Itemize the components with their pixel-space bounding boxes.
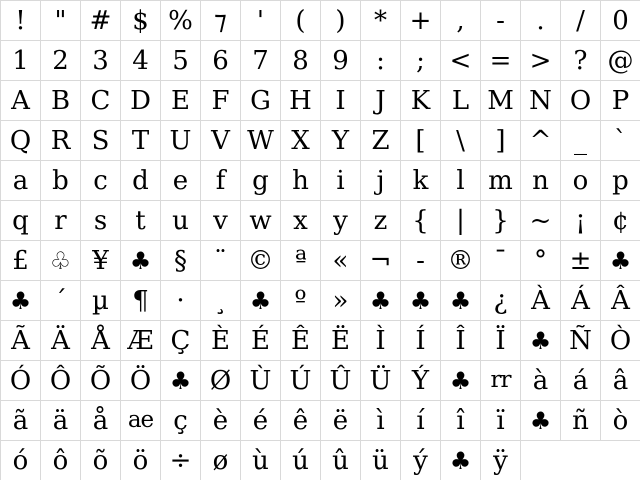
empty-cell <box>521 441 561 480</box>
glyph-cell[interactable]: J <box>361 81 401 121</box>
glyph-cell[interactable]: ´ <box>41 281 81 321</box>
glyph-cell[interactable]: ö <box>121 441 161 480</box>
glyph-cell[interactable]: · <box>161 281 201 321</box>
glyph-cell[interactable]: â <box>601 361 640 401</box>
glyph-cell[interactable]: ♣ <box>521 321 561 361</box>
glyph-cell[interactable]: ¥ <box>81 241 121 281</box>
glyph-cell[interactable]: m <box>481 161 521 201</box>
glyph-cell[interactable]: 8 <box>281 41 321 81</box>
glyph-cell[interactable]: 1 <box>1 41 41 81</box>
glyph-cell[interactable]: ÿ <box>481 441 521 480</box>
glyph-cell[interactable]: ¢ <box>601 201 640 241</box>
glyph-cell[interactable]: ♣ <box>441 361 481 401</box>
glyph-cell[interactable]: , <box>441 1 481 41</box>
glyph-cell[interactable]: º <box>281 281 321 321</box>
glyph-cell[interactable]: d <box>121 161 161 201</box>
glyph-cell[interactable]: 7 <box>241 41 281 81</box>
glyph-cell[interactable]: Å <box>81 321 121 361</box>
glyph-cell[interactable]: 5 <box>161 41 201 81</box>
glyph-cell[interactable]: f <box>201 161 241 201</box>
glyph-cell[interactable]: _ <box>561 121 601 161</box>
glyph-cell[interactable]: ë <box>321 401 361 441</box>
glyph-cell[interactable]: ( <box>281 1 321 41</box>
glyph-cell[interactable]: B <box>41 81 81 121</box>
empty-cell <box>601 441 640 480</box>
glyph-cell[interactable]: b <box>41 161 81 201</box>
glyph-cell[interactable]: M <box>481 81 521 121</box>
glyph-cell[interactable]: s <box>81 201 121 241</box>
glyph-cell[interactable]: ê <box>281 401 321 441</box>
glyph-cell[interactable]: ° <box>521 241 561 281</box>
glyph-cell[interactable]: á <box>561 361 601 401</box>
glyph-cell[interactable]: ü <box>361 441 401 480</box>
glyph-cell[interactable]: ¡ <box>561 201 601 241</box>
glyph-cell[interactable]: Â <box>601 281 640 321</box>
glyph-cell[interactable]: Î <box>441 321 481 361</box>
glyph-cell[interactable]: } <box>481 201 521 241</box>
glyph-cell[interactable]: Ë <box>321 321 361 361</box>
glyph-cell[interactable]: ñ <box>561 401 601 441</box>
glyph-cell[interactable]: è <box>201 401 241 441</box>
glyph-cell[interactable]: y <box>321 201 361 241</box>
glyph-cell[interactable]: Ä <box>41 321 81 361</box>
glyph-cell[interactable]: ♣ <box>441 281 481 321</box>
glyph-cell[interactable]: ± <box>561 241 601 281</box>
glyph-cell[interactable]: / <box>561 1 601 41</box>
glyph-cell[interactable]: « <box>321 241 361 281</box>
glyph-cell[interactable]: Õ <box>81 361 121 401</box>
glyph-cell[interactable]: £ <box>1 241 41 281</box>
glyph-cell[interactable]: Ô <box>41 361 81 401</box>
glyph-cell[interactable]: ï <box>481 401 521 441</box>
glyph-cell[interactable]: Q <box>1 121 41 161</box>
glyph-cell[interactable]: Ã <box>1 321 41 361</box>
glyph-cell[interactable]: n <box>521 161 561 201</box>
glyph-cell[interactable]: 2 <box>41 41 81 81</box>
glyph-cell[interactable]: r <box>41 201 81 241</box>
glyph-cell[interactable]: K <box>401 81 441 121</box>
glyph-cell[interactable]: " <box>41 1 81 41</box>
glyph-cell[interactable]: E <box>161 81 201 121</box>
glyph-cell[interactable]: ♣ <box>241 281 281 321</box>
glyph-cell[interactable]: # <box>81 1 121 41</box>
glyph-cell[interactable]: $ <box>121 1 161 41</box>
glyph-cell[interactable]: ò <box>601 401 640 441</box>
glyph-cell[interactable]: Ñ <box>561 321 601 361</box>
glyph-cell[interactable]: Ó <box>1 361 41 401</box>
glyph-cell[interactable]: É <box>241 321 281 361</box>
glyph-cell[interactable]: D <box>121 81 161 121</box>
glyph-cell[interactable]: Ü <box>361 361 401 401</box>
glyph-cell[interactable]: ® <box>441 241 481 281</box>
glyph-cell[interactable]: ae <box>121 401 161 441</box>
empty-cell <box>561 441 601 480</box>
glyph-cell[interactable]: µ <box>81 281 121 321</box>
glyph-cell[interactable]: ý <box>401 441 441 480</box>
glyph-cell[interactable]: ♣ <box>121 241 161 281</box>
glyph-cell[interactable]: A <box>1 81 41 121</box>
glyph-cell[interactable]: ô <box>41 441 81 480</box>
glyph-cell[interactable]: õ <box>81 441 121 480</box>
glyph-cell[interactable]: i <box>321 161 361 201</box>
glyph-cell[interactable]: ` <box>601 121 640 161</box>
glyph-cell[interactable]: W <box>241 121 281 161</box>
glyph-cell[interactable]: ♧ <box>41 241 81 281</box>
glyph-cell[interactable]: Ò <box>601 321 640 361</box>
glyph-cell[interactable]: à <box>521 361 561 401</box>
glyph-cell[interactable]: % <box>161 1 201 41</box>
glyph-cell[interactable]: ª <box>281 241 321 281</box>
glyph-cell[interactable]: 9 <box>321 41 361 81</box>
glyph-cell[interactable]: Ç <box>161 321 201 361</box>
glyph-cell[interactable]: Z <box>361 121 401 161</box>
glyph-cell[interactable]: ♣ <box>521 401 561 441</box>
glyph-cell[interactable]: ) <box>321 1 361 41</box>
glyph-cell[interactable]: G <box>241 81 281 121</box>
glyph-cell[interactable]: h <box>281 161 321 201</box>
glyph-cell[interactable]: U <box>161 121 201 161</box>
glyph-cell[interactable]: Ú <box>281 361 321 401</box>
glyph-cell[interactable]: w <box>241 201 281 241</box>
glyph-cell[interactable]: ¿ <box>481 281 521 321</box>
glyph-cell[interactable]: j <box>361 161 401 201</box>
glyph-cell[interactable]: X <box>281 121 321 161</box>
glyph-cell[interactable]: ⁊ <box>201 1 241 41</box>
glyph-cell[interactable]: Ì <box>361 321 401 361</box>
glyph-cell[interactable]: ø <box>201 441 241 480</box>
glyph-cell[interactable]: ♣ <box>361 281 401 321</box>
glyph-cell[interactable]: ù <box>241 441 281 480</box>
glyph-cell[interactable]: Ù <box>241 361 281 401</box>
glyph-cell[interactable]: ' <box>241 1 281 41</box>
glyph-cell[interactable]: ¸ <box>201 281 241 321</box>
glyph-cell[interactable]: û <box>321 441 361 480</box>
glyph-cell[interactable]: - <box>481 1 521 41</box>
glyph-cell[interactable]: v <box>201 201 241 241</box>
glyph-cell[interactable]: ; <box>401 41 441 81</box>
glyph-cell[interactable]: î <box>441 401 481 441</box>
glyph-cell[interactable]: ÷ <box>161 441 201 480</box>
glyph-cell[interactable]: ¯ <box>481 241 521 281</box>
glyph-cell[interactable]: - <box>401 241 441 281</box>
glyph-cell[interactable]: ó <box>1 441 41 480</box>
glyph-cell[interactable]: u <box>161 201 201 241</box>
glyph-cell[interactable]: ♣ <box>1 281 41 321</box>
glyph-cell[interactable]: t <box>121 201 161 241</box>
glyph-cell[interactable]: H <box>281 81 321 121</box>
glyph-cell[interactable]: R <box>41 121 81 161</box>
glyph-cell[interactable]: é <box>241 401 281 441</box>
glyph-cell[interactable]: rr <box>481 361 521 401</box>
glyph-cell[interactable]: Æ <box>121 321 161 361</box>
glyph-cell[interactable]: Ý <box>401 361 441 401</box>
glyph-cell[interactable]: o <box>561 161 601 201</box>
glyph-cell[interactable]: a <box>1 161 41 201</box>
glyph-cell[interactable]: 4 <box>121 41 161 81</box>
glyph-cell[interactable]: p <box>601 161 640 201</box>
glyph-cell[interactable]: : <box>361 41 401 81</box>
glyph-cell[interactable]: ¨ <box>201 241 241 281</box>
glyph-cell[interactable]: I <box>321 81 361 121</box>
glyph-cell[interactable]: ì <box>361 401 401 441</box>
glyph-cell[interactable]: ♣ <box>401 281 441 321</box>
glyph-cell[interactable]: T <box>121 121 161 161</box>
glyph-cell[interactable]: ^ <box>521 121 561 161</box>
glyph-cell[interactable]: k <box>401 161 441 201</box>
glyph-cell[interactable]: ♣ <box>441 441 481 480</box>
glyph-cell[interactable]: < <box>441 41 481 81</box>
glyph-cell[interactable]: O <box>561 81 601 121</box>
glyph-cell[interactable]: c <box>81 161 121 201</box>
glyph-cell[interactable]: å <box>81 401 121 441</box>
glyph-cell[interactable]: Ï <box>481 321 521 361</box>
glyph-cell[interactable]: Á <box>561 281 601 321</box>
glyph-cell[interactable]: Ö <box>121 361 161 401</box>
glyph-cell[interactable]: À <box>521 281 561 321</box>
glyph-cell[interactable]: ? <box>561 41 601 81</box>
glyph-cell[interactable]: ~ <box>521 201 561 241</box>
glyph-cell[interactable]: l <box>441 161 481 201</box>
glyph-cell[interactable]: ¶ <box>121 281 161 321</box>
glyph-cell[interactable]: Û <box>321 361 361 401</box>
glyph-cell[interactable]: \ <box>441 121 481 161</box>
glyph-cell[interactable]: { <box>401 201 441 241</box>
glyph-cell[interactable]: § <box>161 241 201 281</box>
glyph-cell[interactable]: g <box>241 161 281 201</box>
glyph-cell[interactable]: ú <box>281 441 321 480</box>
glyph-cell[interactable]: í <box>401 401 441 441</box>
glyph-cell[interactable]: z <box>361 201 401 241</box>
glyph-cell[interactable]: q <box>1 201 41 241</box>
glyph-cell[interactable]: ] <box>481 121 521 161</box>
glyph-cell[interactable]: S <box>81 121 121 161</box>
glyph-cell[interactable]: C <box>81 81 121 121</box>
glyph-cell[interactable]: = <box>481 41 521 81</box>
glyph-cell[interactable]: + <box>401 1 441 41</box>
glyph-cell[interactable]: | <box>441 201 481 241</box>
glyph-cell[interactable]: 3 <box>81 41 121 81</box>
glyph-cell[interactable]: ¬ <box>361 241 401 281</box>
glyph-cell[interactable]: e <box>161 161 201 201</box>
glyph-cell[interactable]: x <box>281 201 321 241</box>
glyph-cell[interactable]: P <box>601 81 640 121</box>
glyph-cell[interactable]: © <box>241 241 281 281</box>
glyph-cell[interactable]: Ø <box>201 361 241 401</box>
glyph-cell[interactable]: Ê <box>281 321 321 361</box>
glyph-cell[interactable]: ã <box>1 401 41 441</box>
glyph-cell[interactable]: Y <box>321 121 361 161</box>
glyph-cell[interactable]: È <box>201 321 241 361</box>
glyph-cell[interactable]: * <box>361 1 401 41</box>
glyph-cell[interactable]: > <box>521 41 561 81</box>
glyph-cell[interactable]: ! <box>1 1 41 41</box>
glyph-cell[interactable]: L <box>441 81 481 121</box>
glyph-cell[interactable]: » <box>321 281 361 321</box>
glyph-cell[interactable]: 0 <box>601 1 640 41</box>
glyph-cell[interactable]: . <box>521 1 561 41</box>
glyph-cell[interactable]: N <box>521 81 561 121</box>
glyph-cell[interactable]: F <box>201 81 241 121</box>
glyph-cell[interactable]: ç <box>161 401 201 441</box>
glyph-cell[interactable]: 6 <box>201 41 241 81</box>
glyph-cell[interactable]: ♣ <box>601 241 640 281</box>
glyph-cell[interactable]: @ <box>601 41 640 81</box>
glyph-cell[interactable]: ä <box>41 401 81 441</box>
glyph-cell[interactable]: ♣ <box>161 361 201 401</box>
glyph-cell[interactable]: Í <box>401 321 441 361</box>
glyph-cell[interactable]: [ <box>401 121 441 161</box>
glyph-cell[interactable]: V <box>201 121 241 161</box>
